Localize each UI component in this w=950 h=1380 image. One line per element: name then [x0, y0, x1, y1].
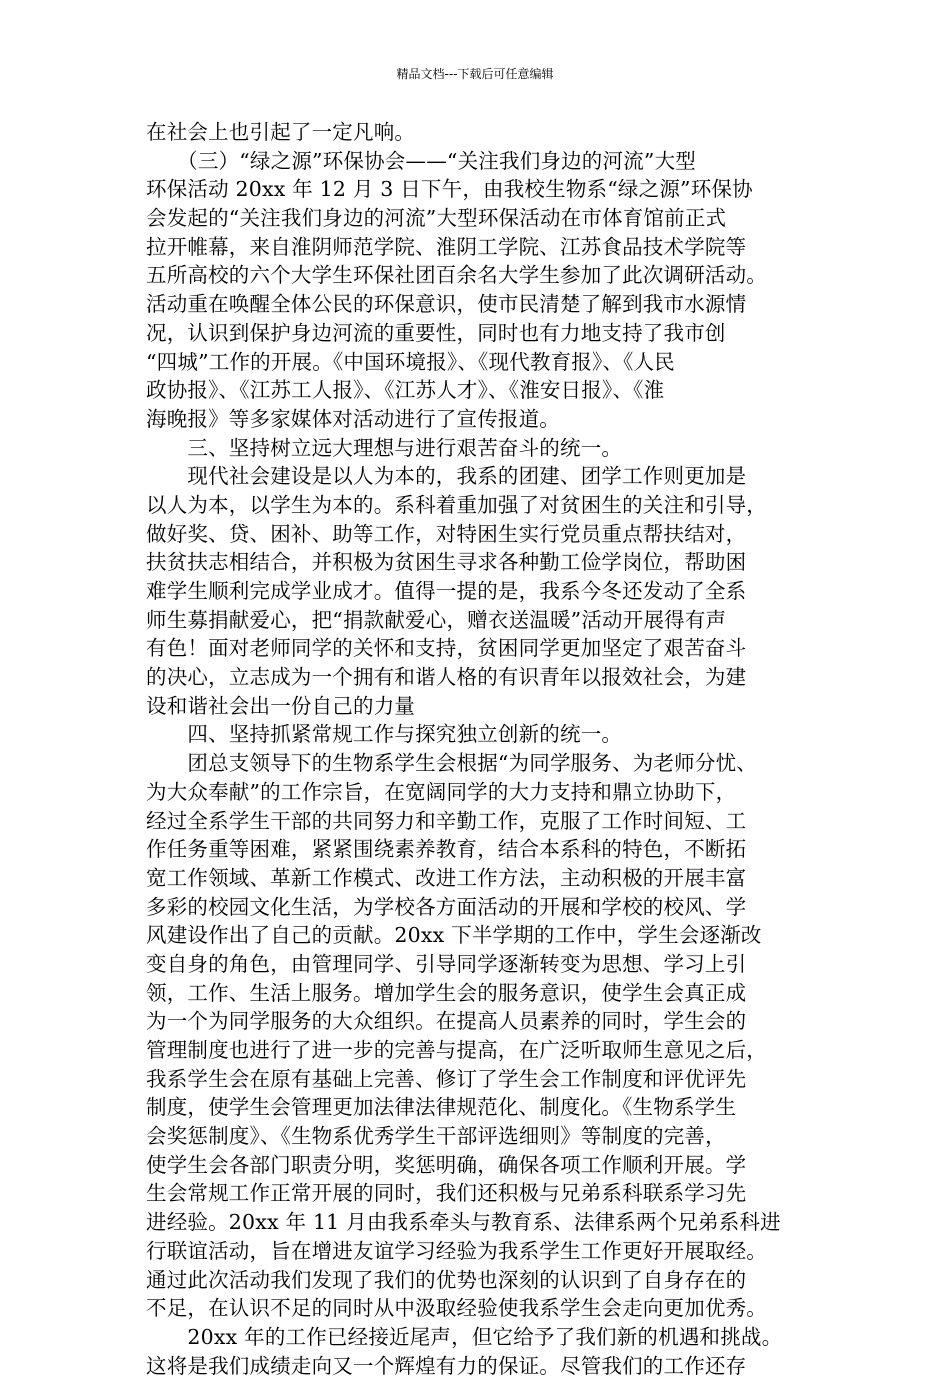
text-line: 使学生会各部门职责分明，奖惩明确，确保各项工作顺利开展。学	[146, 1152, 747, 1177]
text-line: 管理制度也进行了进一步的完善与提高，在广泛听取师生意见之后，	[146, 1038, 767, 1062]
text-line: 海晚报》等多家媒体对活动进行了宣传报道。	[146, 406, 560, 431]
page-header: 精品文档---下载后可任意编辑	[396, 67, 554, 81]
text-line: 现代社会建设是以人为本的，我系的团建、团学工作则更加是	[146, 464, 747, 489]
text-line: 变自身的角色，由管理同学、引导同学逐渐转变为思想、学习上引	[146, 951, 747, 976]
text-line: 经过全系学生干部的共同努力和辛勤工作，克服了工作时间短、工	[146, 808, 747, 833]
text-line: 扶贫扶志相结合，并积极为贫困生寻求各种勤工俭学岗位，帮助困	[146, 550, 747, 575]
text-line: 宽工作领域、革新工作模式、改进工作方法，主动积极的开展丰富	[146, 865, 747, 890]
text-line: 以人为本，以学生为本的。系科着重加强了对贫困生的关注和引导，	[146, 492, 767, 517]
text-line: 行联谊活动，旨在增进友谊学习经验为我系学生工作更好开展取经。	[146, 1238, 767, 1263]
text-line: 会发起的“关注我们身边的河流”大型环保活动在市体育馆前正式	[146, 206, 727, 231]
text-line: 环保活动 20xx 年 12 月 3 日下午，由我校生物系“绿之源”环保协	[146, 177, 753, 202]
text-line: 不足，在认识不足的同时从中汲取经验使我系学生会走向更加优秀。	[146, 1296, 767, 1321]
text-line: 师生募捐献爱心，把“捐款献爱心，赠衣送温暖”活动开展得有声	[146, 607, 727, 632]
document-body	[146, 118, 826, 1380]
text-line: 五所高校的六个大学生环保社团百余名大学生参加了此次调研活动。	[146, 263, 767, 288]
text-line: 政协报》、《江苏工人报》、《江苏人才》、《淮安日报》、《淮	[146, 378, 665, 403]
text-line: 做好奖、贷、困补、助等工作，对特困生实行党员重点帮扶结对，	[146, 521, 747, 546]
text-line: 设和谐社会出一份自己的力量	[146, 693, 416, 718]
text-line: 为一个为同学服务的大众组织。在提高人员素养的同时，学生会的	[146, 1009, 747, 1034]
text-line: 生会常规工作正常开展的同时，我们还积极与兄弟系科联系学习先	[146, 1181, 747, 1206]
text-line: 我系学生会在原有基础上完善、修订了学生会工作制度和评优评先	[146, 1066, 747, 1091]
text-line: 作任务重等困难，紧紧围绕素养教育，结合本系科的特色，不断拓	[146, 837, 747, 862]
text-line: 会奖惩制度》、《生物系优秀学生干部评选细则》等制度的完善，	[146, 1124, 726, 1149]
text-line: 况，认识到保护身边河流的重要性，同时也有力地支持了我市创	[146, 320, 726, 345]
text-line: 领，工作、生活上服务。增加学生会的服务意识，使学生会真正成	[146, 980, 747, 1005]
text-line: 制度，使学生会管理更加法律法律规范化、制度化。《生物系学生	[146, 1095, 737, 1120]
text-line: 四、坚持抓紧常规工作与探究独立创新的统一。	[146, 722, 623, 747]
text-line: 风建设作出了自己的贡献。20xx 下半学期的工作中，学生会逐渐改	[146, 923, 762, 948]
text-line: 难学生顺利完成学业成才。值得一提的是，我系今冬还发动了全系	[146, 579, 747, 603]
text-line: 进经验。20xx 年 11 月由我系牵头与教育系、法律系两个兄弟系科进	[146, 1210, 781, 1235]
text-line: 这将是我们成绩走向又一个辉煌有力的保证。尽管我们的工作还存	[146, 1353, 747, 1378]
text-line: 通过此次活动我们发现了我们的优势也深刻的认识到了自身存在的	[146, 1267, 747, 1292]
text-line: “四城”工作的开展。《中国环境报》、《现代教育报》、《人民	[146, 349, 676, 374]
text-line: 有色！面对老师同学的关怀和支持，贫困同学更加坚定了艰苦奋斗	[146, 636, 747, 661]
text-line: 在社会上也引起了一定凡响。	[146, 120, 416, 144]
text-line: 为大众奉献”的工作宗旨，在宽阔同学的大力支持和鼎立协助下，	[146, 779, 737, 804]
text-line: 的决心，立志成为一个拥有和谐人格的有识青年以报效社会，为建	[146, 665, 747, 690]
text-line: 多彩的校园文化生活，为学校各方面活动的开展和学校的校风、学	[146, 894, 747, 919]
text-line: 活动重在唤醒全体公民的环保意识，使市民清楚了解到我市水源情	[146, 292, 747, 317]
text-line: 20xx 年的工作已经接近尾声，但它给予了我们新的机遇和挑战。	[146, 1324, 783, 1349]
text-line: 拉开帷幕，来自淮阴师范学院、淮阴工学院、江苏食品技术学院等	[146, 234, 747, 259]
text-line: （三）“绿之源”环保协会——“关注我们身边的河流”大型	[146, 148, 696, 173]
text-line: 团总支领导下的生物系学生会根据“为同学服务、为老师分忧、	[146, 751, 757, 776]
text-line: 三、坚持树立远大理想与进行艰苦奋斗的统一。	[146, 435, 623, 460]
